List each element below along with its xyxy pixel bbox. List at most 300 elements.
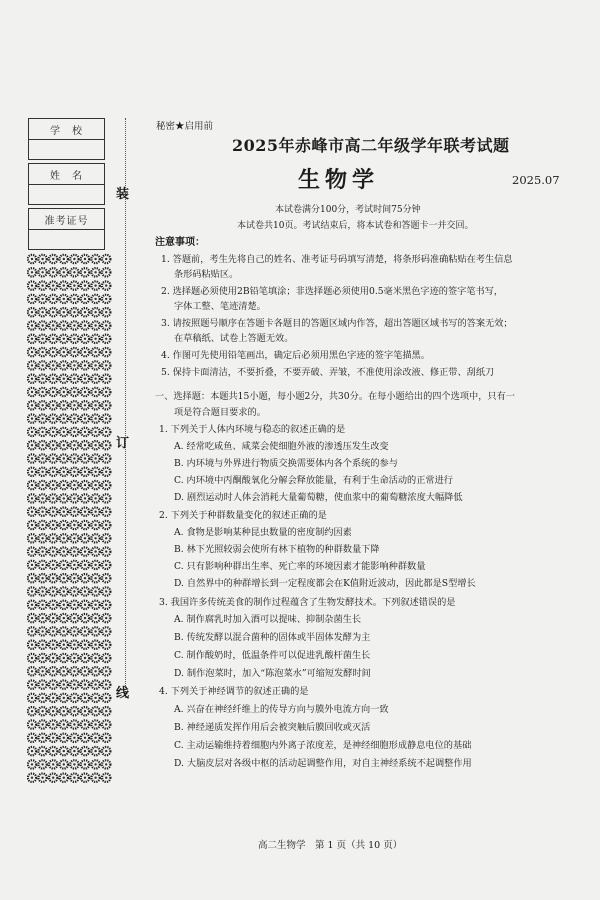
bubble-center — [105, 750, 107, 752]
bubble-center — [31, 577, 33, 579]
bubble-center — [63, 378, 65, 380]
bubble-center — [52, 564, 54, 566]
bubble-center — [73, 697, 75, 699]
bubble-center — [94, 537, 96, 539]
bubble-center — [73, 364, 75, 366]
bubble-center — [105, 604, 107, 606]
bubble-center — [63, 564, 65, 566]
bubble-center — [31, 524, 33, 526]
bubble-center — [52, 657, 54, 659]
bubble-center — [84, 324, 86, 326]
bubble-center — [41, 710, 43, 712]
bubble-center — [63, 391, 65, 393]
bubble-center — [84, 577, 86, 579]
bubble-center — [41, 258, 43, 260]
bubble-center — [94, 324, 96, 326]
bubble-center — [94, 444, 96, 446]
bubble-center — [84, 537, 86, 539]
bubble-center — [73, 391, 75, 393]
bubble-center — [31, 511, 33, 513]
bubble-center — [84, 271, 86, 273]
bubble-center — [63, 777, 65, 779]
bubble-center — [41, 471, 43, 473]
question-option: B. 神经递质发挥作用后会被突触后膜回收或灭活 — [174, 722, 371, 733]
bubble-center — [52, 617, 54, 619]
notice-item: 3. 请按照题号顺序在答题卡各题目的答题区域内作答，超出答题区域书写的答案无效； — [161, 318, 513, 329]
bubble-center — [105, 737, 107, 739]
bubble-center — [73, 550, 75, 552]
bubble-center — [84, 471, 86, 473]
bubble-center — [84, 364, 86, 366]
bubble-center — [73, 444, 75, 446]
bubble-center — [84, 723, 86, 725]
bubble-center — [105, 511, 107, 513]
question-option: A. 兴奋在神经纤维上的传导方向与膜外电流方向一致 — [174, 704, 389, 715]
ticket-field — [28, 230, 105, 250]
bubble-center — [105, 284, 107, 286]
question-option: A. 制作腐乳时加入酒可以提味、抑制杂菌生长 — [174, 614, 362, 625]
bubble-center — [105, 590, 107, 592]
bubble-center — [31, 657, 33, 659]
bubble-center — [84, 284, 86, 286]
question-option: B. 林下光照较弱会使所有林下植物的种群数量下降 — [174, 544, 380, 555]
bubble-center — [105, 710, 107, 712]
bubble-center — [41, 537, 43, 539]
bubble-center — [73, 351, 75, 353]
notice-heading: 注意事项： — [155, 237, 205, 248]
bubble-center — [52, 351, 54, 353]
bubble-center — [73, 258, 75, 260]
bubble-center — [63, 750, 65, 752]
bubble-center — [94, 471, 96, 473]
bubble-center — [105, 311, 107, 313]
bubble-center — [105, 351, 107, 353]
bubble-center — [105, 271, 107, 273]
bubble-center — [41, 511, 43, 513]
bubble-center — [31, 351, 33, 353]
bubble-center — [41, 431, 43, 433]
bubble-center — [84, 657, 86, 659]
bubble-center — [94, 457, 96, 459]
bubble-center — [105, 364, 107, 366]
bubble-center — [41, 750, 43, 752]
question-option: C. 只有影响种群出生率、死亡率的环境因素才能影响种群数量 — [174, 561, 426, 572]
bubble-center — [63, 697, 65, 699]
bubble-center — [94, 617, 96, 619]
bubble-center — [41, 524, 43, 526]
bubble-center — [31, 644, 33, 646]
bubble-center — [73, 338, 75, 340]
bubble-center — [31, 471, 33, 473]
bubble-center — [63, 271, 65, 273]
bubble-center — [94, 258, 96, 260]
bubble-center — [94, 311, 96, 313]
bubble-center — [41, 630, 43, 632]
bubble-center — [105, 564, 107, 566]
bubble-center — [41, 391, 43, 393]
name-field — [28, 185, 105, 205]
bubble-center — [63, 497, 65, 499]
bubble-center — [84, 763, 86, 765]
bubble-center — [105, 683, 107, 685]
bubble-center — [41, 364, 43, 366]
bubble-center — [94, 284, 96, 286]
bubble-center — [52, 630, 54, 632]
secret-mark: 秘密★启用前 — [156, 121, 214, 132]
bubble-center — [31, 391, 33, 393]
bubble-center — [52, 444, 54, 446]
bubble-center — [63, 617, 65, 619]
bubble-center — [73, 404, 75, 406]
bubble-center — [84, 524, 86, 526]
notice-item: 1. 答题前，考生先将自己的姓名、准考证号码填写清楚，将条形码准确粘贴在考生信息 — [161, 254, 513, 265]
bubble-center — [31, 763, 33, 765]
bubble-center — [94, 391, 96, 393]
bubble-center — [94, 497, 96, 499]
page-count-info: 本试卷共10页。考试结束后，将本试卷和答题卡一并交回。 — [237, 221, 474, 231]
bubble-center — [63, 351, 65, 353]
bubble-center — [84, 457, 86, 459]
bubble-center — [52, 524, 54, 526]
bubble-center — [94, 630, 96, 632]
bubble-center — [63, 723, 65, 725]
bubble-center — [105, 444, 107, 446]
bubble-center — [52, 364, 54, 366]
bubble-center — [73, 777, 75, 779]
binding-char-zhuang: 装 — [116, 187, 130, 202]
bubble-center — [52, 417, 54, 419]
bubble-center — [63, 630, 65, 632]
school-label: 学 校 — [28, 118, 105, 140]
bubble-center — [105, 298, 107, 300]
bubble-center — [94, 604, 96, 606]
subject-title: 生物学 — [298, 167, 380, 193]
bubble-center — [52, 644, 54, 646]
bubble-center — [105, 524, 107, 526]
bubble-center — [31, 497, 33, 499]
bubble-center — [41, 324, 43, 326]
bubble-center — [63, 670, 65, 672]
binding-char-ding: 订 — [116, 436, 130, 451]
bubble-center — [94, 364, 96, 366]
bubble-center — [84, 777, 86, 779]
bubble-center — [84, 404, 86, 406]
bubble-center — [94, 657, 96, 659]
bubble-center — [41, 338, 43, 340]
bubble-center — [94, 750, 96, 752]
bubble-center — [52, 737, 54, 739]
bubble-center — [52, 723, 54, 725]
bubble-center — [31, 404, 33, 406]
bubble-center — [94, 511, 96, 513]
bubble-center — [73, 577, 75, 579]
bubble-center — [84, 511, 86, 513]
exam-title: 2025年赤峰市高二年级学年联考试题 — [232, 136, 510, 155]
question-option: B. 内环境与外界进行物质交换需要体内各个系统的参与 — [174, 458, 398, 469]
bubble-center — [105, 657, 107, 659]
bubble-center — [94, 298, 96, 300]
bubble-center — [84, 311, 86, 313]
name-label: 姓 名 — [28, 163, 105, 185]
notice-item: 条形码粘贴区。 — [174, 269, 239, 280]
question-option: B. 传统发酵以混合菌种的固体或半固体发酵为主 — [174, 632, 371, 643]
bubble-center — [73, 723, 75, 725]
bubble-center — [73, 431, 75, 433]
bubble-center — [31, 564, 33, 566]
bubble-center — [31, 537, 33, 539]
bubble-center — [105, 630, 107, 632]
bubble-center — [84, 417, 86, 419]
bubble-center — [84, 644, 86, 646]
bubble-center — [84, 630, 86, 632]
bubble-center — [63, 298, 65, 300]
bubble-center — [52, 697, 54, 699]
bubble-center — [94, 550, 96, 552]
bubble-center — [84, 564, 86, 566]
bubble-center — [105, 391, 107, 393]
bubble-center — [105, 537, 107, 539]
bubble-center — [31, 710, 33, 712]
question-stem: 3. 我国许多传统美食的制作过程蕴含了生物发酵技术。下列叙述错误的是 — [159, 597, 456, 608]
bubble-center — [84, 590, 86, 592]
bubble-center — [73, 511, 75, 513]
bubble-center — [105, 697, 107, 699]
bubble-center — [73, 271, 75, 273]
bubble-center — [52, 590, 54, 592]
bubble-center — [31, 364, 33, 366]
bubble-center — [41, 271, 43, 273]
bubble-center — [63, 431, 65, 433]
bubble-center — [84, 391, 86, 393]
bubble-center — [52, 378, 54, 380]
bubble-center — [41, 311, 43, 313]
bubble-center — [73, 604, 75, 606]
bubble-center — [73, 710, 75, 712]
question-stem: 1. 下列关于人体内环境与稳态的叙述正确的是 — [159, 424, 346, 435]
bubble-center — [94, 710, 96, 712]
bubble-center — [41, 723, 43, 725]
bubble-center — [52, 391, 54, 393]
bubble-center — [52, 258, 54, 260]
ticket-label: 准考证号 — [28, 208, 105, 230]
bubble-center — [105, 457, 107, 459]
bubble-center — [31, 271, 33, 273]
bubble-center — [63, 604, 65, 606]
score-time-info: 本试卷满分100分，考试时间75分钟 — [275, 205, 421, 215]
bubble-center — [52, 750, 54, 752]
bubble-center — [52, 577, 54, 579]
bubble-center — [41, 417, 43, 419]
bubble-center — [41, 378, 43, 380]
bubble-center — [31, 617, 33, 619]
bubble-center — [31, 484, 33, 486]
bubble-center — [73, 763, 75, 765]
bubble-center — [41, 604, 43, 606]
bubble-center — [84, 683, 86, 685]
bubble-center — [31, 431, 33, 433]
binding-line — [125, 118, 126, 698]
bubble-center — [94, 564, 96, 566]
bubble-center — [52, 311, 54, 313]
bubble-center — [94, 644, 96, 646]
bubble-center — [84, 497, 86, 499]
bubble-center — [41, 763, 43, 765]
bubble-center — [84, 444, 86, 446]
bubble-center — [31, 750, 33, 752]
bubble-center — [41, 444, 43, 446]
bubble-center — [52, 484, 54, 486]
bubble-center — [84, 351, 86, 353]
bubble-center — [84, 550, 86, 552]
bubble-center — [52, 604, 54, 606]
bubble-center — [41, 617, 43, 619]
bubble-center — [94, 524, 96, 526]
bubble-center — [41, 737, 43, 739]
bubble-center — [52, 431, 54, 433]
section-heading-cont: 项是符合题目要求的。 — [174, 407, 266, 418]
bubble-center — [105, 324, 107, 326]
bubble-center — [105, 484, 107, 486]
bubble-center — [63, 590, 65, 592]
bubble-center — [73, 471, 75, 473]
bubble-center — [41, 590, 43, 592]
bubble-center — [94, 697, 96, 699]
bubble-center — [31, 670, 33, 672]
bubble-center — [52, 284, 54, 286]
bubble-center — [52, 777, 54, 779]
bubble-center — [105, 338, 107, 340]
bubble-center — [52, 511, 54, 513]
bubble-center — [105, 777, 107, 779]
bubble-center — [63, 484, 65, 486]
bubble-center — [63, 324, 65, 326]
bubble-center — [31, 298, 33, 300]
bubble-center — [31, 630, 33, 632]
question-option: D. 制作泡菜时，加入“陈泡菜水”可缩短发酵时间 — [174, 668, 371, 679]
bubble-center — [105, 497, 107, 499]
bubble-center — [94, 271, 96, 273]
bubble-center — [41, 484, 43, 486]
bubble-center — [41, 683, 43, 685]
bubble-center — [63, 284, 65, 286]
question-option: A. 食物是影响某种昆虫数量的密度制约因素 — [174, 527, 352, 538]
bubble-center — [31, 777, 33, 779]
bubble-center — [94, 378, 96, 380]
bubble-center — [73, 524, 75, 526]
bubble-center — [73, 484, 75, 486]
bubble-center — [63, 524, 65, 526]
bubble-center — [84, 484, 86, 486]
bubble-center — [105, 417, 107, 419]
question-option: C. 制作酸奶时，低温条件可以促进乳酸杆菌生长 — [174, 650, 371, 661]
question-option: C. 内环境中丙酮酸氧化分解会释放能量，有利于生命活动的正常进行 — [174, 475, 453, 486]
bubble-center — [105, 644, 107, 646]
bubble-center — [73, 537, 75, 539]
bubble-center — [31, 258, 33, 260]
question-stem: 4. 下列关于神经调节的叙述正确的是 — [159, 686, 309, 697]
bubble-center — [63, 364, 65, 366]
bubble-center — [73, 617, 75, 619]
bubble-center — [73, 590, 75, 592]
bubble-center — [31, 457, 33, 459]
bubble-center — [31, 444, 33, 446]
bubble-center — [31, 417, 33, 419]
bubble-center — [73, 378, 75, 380]
bubble-center — [31, 723, 33, 725]
bubble-center — [94, 670, 96, 672]
bubble-center — [52, 457, 54, 459]
bubble-center — [84, 431, 86, 433]
notice-item: 字体工整、笔迹清楚。 — [174, 301, 266, 312]
bubble-center — [105, 258, 107, 260]
bubble-center — [73, 630, 75, 632]
bubble-center — [52, 550, 54, 552]
bubble-center — [94, 351, 96, 353]
bubble-center — [31, 378, 33, 380]
bubble-center — [105, 670, 107, 672]
bubble-center — [73, 298, 75, 300]
bubble-center — [52, 683, 54, 685]
bubble-center — [41, 564, 43, 566]
bubble-center — [73, 417, 75, 419]
bubble-center — [84, 604, 86, 606]
question-stem: 2. 下列关于种群数量变化的叙述正确的是 — [159, 510, 327, 521]
bubble-center — [52, 298, 54, 300]
exam-date: 2025.07 — [512, 173, 560, 187]
bubble-center — [73, 644, 75, 646]
bubble-center — [63, 683, 65, 685]
bubble-center — [84, 298, 86, 300]
bubble-center — [73, 311, 75, 313]
bubble-center — [31, 604, 33, 606]
bubble-center — [31, 324, 33, 326]
bubble-center — [94, 404, 96, 406]
bubble-center — [73, 564, 75, 566]
bubble-center — [73, 284, 75, 286]
bubble-center — [52, 710, 54, 712]
bubble-center — [52, 763, 54, 765]
bubble-center — [41, 284, 43, 286]
bubble-center — [41, 457, 43, 459]
bubble-center — [31, 590, 33, 592]
bubble-center — [63, 258, 65, 260]
bubble-center — [84, 617, 86, 619]
bubble-center — [63, 444, 65, 446]
bubble-center — [105, 550, 107, 552]
bubble-center — [52, 670, 54, 672]
bubble-center — [41, 404, 43, 406]
bubble-center — [63, 338, 65, 340]
question-option: C. 主动运输维持着细胞内外离子浓度差，是神经细胞形成静息电位的基础 — [174, 740, 472, 751]
bubble-center — [52, 324, 54, 326]
bubble-center — [31, 683, 33, 685]
bubble-center — [41, 657, 43, 659]
bubble-center — [63, 577, 65, 579]
bubble-center — [73, 750, 75, 752]
bubble-center — [73, 497, 75, 499]
bubble-center — [73, 683, 75, 685]
bubble-center — [41, 670, 43, 672]
bubble-center — [94, 763, 96, 765]
bubble-center — [41, 351, 43, 353]
bubble-center — [73, 657, 75, 659]
bubble-center — [94, 723, 96, 725]
question-option: D. 自然界中的种群增长到一定程度都会在K值附近波动，因此都是S型增长 — [174, 578, 476, 589]
bubble-center — [105, 471, 107, 473]
bubble-center — [63, 657, 65, 659]
question-option: D. 大脑皮层对各级中枢的活动起调整作用，对自主神经系统不起调整作用 — [174, 758, 472, 769]
bubble-center — [63, 311, 65, 313]
